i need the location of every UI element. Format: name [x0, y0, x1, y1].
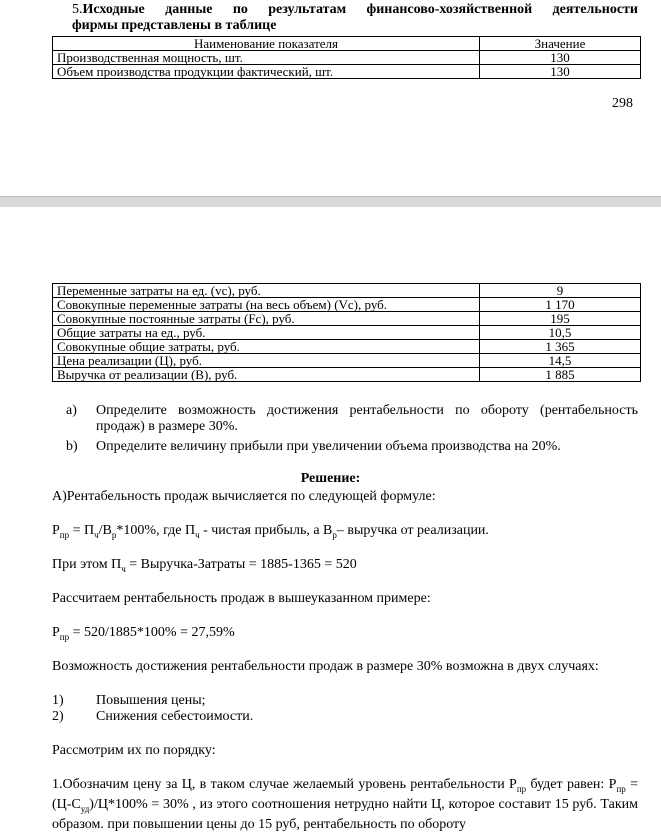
column-header: Значение	[480, 37, 641, 51]
formula-sub: пр	[59, 529, 70, 540]
price-paragraph	[52, 777, 638, 833]
question-list	[66, 403, 638, 459]
table-row	[53, 354, 641, 368]
solution-paragraph: Рассчитаем рентабельность продаж в вышеуказанном примере:	[52, 591, 431, 606]
formula-text: - чистая прибыль, а В	[199, 523, 333, 538]
table-cell: 195	[480, 312, 641, 326]
solution-paragraph: А)Рентабельность продаж вычисляется по следующей формуле:	[52, 489, 436, 504]
task-number: 5.	[72, 2, 83, 17]
question-text: Определите возможность достижения рентабельности по обороту (рентабельность продаж) в размере 30%.	[96, 403, 638, 434]
table-cell: Общие затраты на ед., руб.	[53, 326, 480, 340]
formula-sub: ч	[94, 529, 99, 540]
table-cell: Производственная мощность, шт.	[53, 51, 480, 65]
table-cell: Выручка от реализации (В), руб.	[53, 368, 480, 382]
profit-formula	[52, 557, 638, 577]
list-number: 2)	[52, 709, 64, 724]
solution-paragraph: Рассмотрим их по порядку:	[52, 743, 216, 758]
table-row	[53, 51, 641, 65]
table-cell: 9	[480, 284, 641, 298]
top-table-header	[52, 36, 641, 51]
formula-text: При этом П	[52, 557, 122, 572]
formula-text: Р	[52, 523, 60, 538]
table-row	[53, 312, 641, 326]
table-cell: 14,5	[480, 354, 641, 368]
table-row	[53, 65, 641, 79]
solution-paragraph: Возможность достижения рентабельности продаж в размере 30% возможна в двух случаях:	[52, 659, 599, 674]
page-number: 298	[612, 96, 633, 111]
table-cell: Совокупные переменные затраты (на весь объем) (Vc), руб.	[53, 298, 480, 312]
task-heading	[72, 2, 638, 34]
table-cell: 10,5	[480, 326, 641, 340]
table-cell: 130	[480, 51, 641, 65]
formula-sub: пр	[59, 631, 70, 642]
table-row	[53, 298, 641, 312]
formula-text: = П	[69, 523, 95, 538]
table-cell: Переменные затраты на ед. (vc), руб.	[53, 284, 480, 298]
table-row	[53, 368, 641, 382]
page-top	[0, 0, 661, 196]
formula-text: = 520/1885*100% = 27,59%	[69, 625, 235, 640]
formula-sub: пр	[516, 783, 527, 794]
question-label: b)	[66, 439, 78, 454]
task-title-line1: Исходные данные по результатам финансово-хозяйственной деятельности	[82, 2, 638, 17]
formula-text: – выручка от реализации.	[336, 523, 489, 538]
rentability-result	[52, 625, 638, 645]
formula-sub: ч	[121, 563, 126, 574]
page-bottom	[0, 207, 661, 837]
table-cell: 1 170	[480, 298, 641, 312]
list-item	[52, 709, 638, 725]
list-text: Повышения цены;	[96, 693, 206, 708]
formula-sub: ч	[195, 529, 200, 540]
table-row	[53, 284, 641, 298]
formula-text: 1.Обозначим цену за Ц, в таком случае желаемый уровень рентабельности Р	[52, 777, 517, 792]
table-cell: 1 885	[480, 368, 641, 382]
formula-text: = (Ц-С	[52, 777, 638, 812]
table-row	[53, 326, 641, 340]
formula-text: Р	[52, 625, 60, 640]
table-cell: Цена реализации (Ц), руб.	[53, 354, 480, 368]
formula-text: будет равен: Р	[526, 777, 617, 792]
question-a	[66, 403, 638, 435]
table-cell: 1 365	[480, 340, 641, 354]
formula-sub: р	[111, 529, 117, 540]
table-row	[53, 340, 641, 354]
formula-text: *100%, где П	[116, 523, 196, 538]
table-cell: Совокупные постоянные затраты (Fc), руб.	[53, 312, 480, 326]
bottom-table	[52, 283, 641, 382]
question-label: a)	[66, 403, 77, 418]
solution-heading: Решение:	[300, 471, 361, 486]
formula-sub: р	[332, 529, 337, 540]
formula-rentability	[52, 523, 638, 543]
question-b	[66, 439, 638, 455]
top-table	[52, 50, 641, 79]
list-item	[52, 693, 638, 709]
formula-text: = Выручка-Затраты = 1885-1365 = 520	[125, 557, 357, 572]
list-text: Снижения себестоимости.	[96, 709, 254, 724]
formula-text: )/Ц*100% = 30% , из этого соотношения нетрудно найти Ц, которое составит 15 руб. Таким образом. при повышении цены до 15 руб, рентабельность по обороту	[52, 796, 638, 832]
table-cell: Совокупные общие затраты, руб.	[53, 340, 480, 354]
table-row	[53, 37, 641, 51]
formula-sub: пр	[616, 783, 626, 794]
table-cell: Объем производства продукции фактический, шт.	[53, 65, 480, 79]
question-text: Определите величину прибыли при увеличении объема производства на 20%.	[96, 439, 561, 454]
column-header: Наименование показателя	[53, 37, 480, 51]
table-cell: 130	[480, 65, 641, 79]
formula-text: /В	[98, 523, 112, 538]
formula-sub: уд	[80, 803, 90, 814]
task-title-line2: фирмы представлены в таблице	[72, 18, 277, 33]
list-number: 1)	[52, 693, 64, 708]
